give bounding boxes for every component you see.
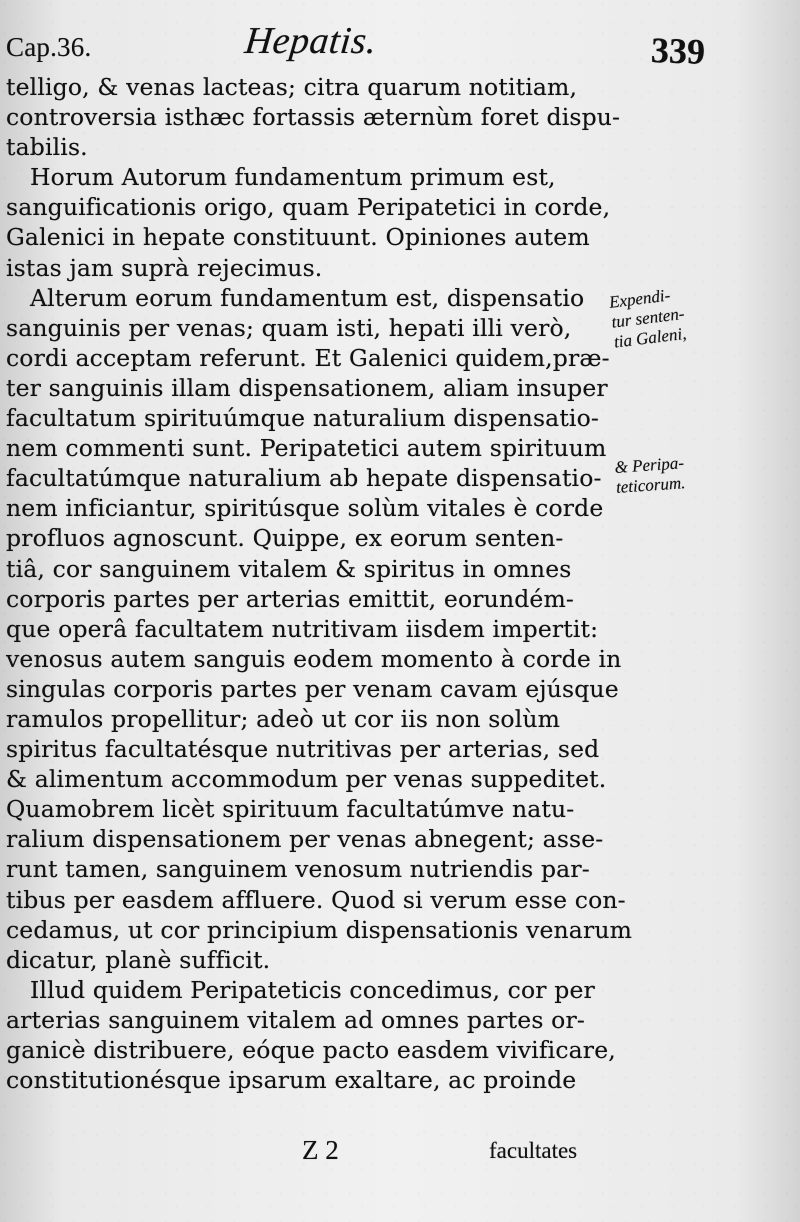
text-line: nem inficiantur, spiritúsque solùm vitales è corde — [6, 494, 604, 523]
text-line: arterias sanguinem vitalem ad omnes partes or- — [6, 1005, 585, 1034]
text-line: ter sanguinis illam dispensationem, aliam insuper — [6, 373, 608, 402]
text-line: facultatum spirituúmque naturalium dispensatio- — [6, 404, 599, 433]
main-text — [6, 72, 633, 1095]
text-line: singulas corporis partes per venam cavam ejúsque — [6, 674, 619, 703]
text-line: Alterum eorum fundamentum est, dispensatio — [30, 283, 585, 312]
text-line: facultatúmque naturalium ab hepate dispensatio- — [6, 464, 602, 493]
text-line: ramulos propellitur; adeò ut cor iis non solùm — [6, 704, 561, 733]
text-line: tabilis. — [6, 133, 88, 162]
text-line: tiâ, cor sanguinem vitalem & spiritus in omnes — [6, 554, 572, 583]
text-line: cordi acceptam referunt. Et Galenici quidem,præ- — [6, 343, 610, 372]
running-title: Hepatis. — [242, 20, 379, 62]
text-line: que operâ facultatem nutritivam iisdem impertit: — [6, 614, 599, 643]
page-footer — [0, 1135, 800, 1175]
margin-note-line: tur senten- — [610, 303, 686, 332]
text-line: ralium dispensationem per venas abnegent; asse- — [6, 825, 604, 854]
text-line: nem commenti sunt. Peripatetici autem spirituum — [6, 434, 607, 463]
text-line: Quamobrem licèt spirituum facultatúmve natu- — [6, 795, 575, 824]
text-line: corporis partes per arterias emittit, eorundém- — [6, 584, 574, 613]
catchword: facultates — [489, 1138, 578, 1163]
text-line: cedamus, ut cor principium dispensationis venarum — [6, 915, 633, 944]
margin-note-line: tia Galeni, — [612, 323, 688, 352]
margin-note-line: Expendi- — [608, 285, 672, 312]
text-line: Horum Autorum fundamentum primum est, — [30, 163, 556, 192]
chapter-label: Cap.36. — [6, 32, 92, 62]
text-line: ganicè distribuere, eóque pacto easdem vivificare, — [6, 1036, 616, 1064]
text-line: dicatur, planè sufficit. — [6, 945, 271, 974]
page-number: 339 — [650, 30, 706, 72]
text-line: & alimentum accommodum per venas suppeditet. — [6, 765, 607, 794]
text-line: telligo, & venas lacteas; citra quarum notitiam, — [6, 73, 578, 101]
text-line: istas jam suprà rejecimus. — [6, 253, 323, 282]
text-line: tibus per easdem affluere. Quod si verum esse con- — [6, 885, 626, 914]
margin-note-peripateticorum — [614, 453, 686, 498]
text-line: constitutionésque ipsarum exaltare, ac proinde — [6, 1066, 577, 1095]
margin-note-line: teticorum. — [615, 473, 686, 497]
text-line: runt tamen, sanguinem venosum nutriendis par- — [6, 855, 590, 884]
text-line: sanguificationis origo, quam Peripatetici in corde, — [6, 193, 611, 222]
text-line: spiritus facultatésque nutritivas per arterias, sed — [6, 735, 600, 764]
margin-note-line: & Peripa- — [614, 453, 685, 477]
text-line: Illud quidem Peripateticis concedimus, cor per — [30, 975, 595, 1004]
text-line: Galenici in hepate constituunt. Opiniones autem — [6, 223, 590, 252]
text-line: venosus autem sanguis eodem momento à corde in — [6, 644, 622, 673]
margin-note-expenditur — [608, 284, 688, 352]
page-header — [0, 12, 800, 70]
text-line: sanguinis per venas; quam isti, hepati illi verò, — [6, 313, 572, 342]
text-line: profluos agnoscunt. Quippe, ex eorum senten- — [6, 524, 564, 553]
signature-mark: Z 2 — [302, 1135, 339, 1165]
text-line: controversia isthæc fortassis æternùm foret dispu- — [6, 103, 621, 132]
